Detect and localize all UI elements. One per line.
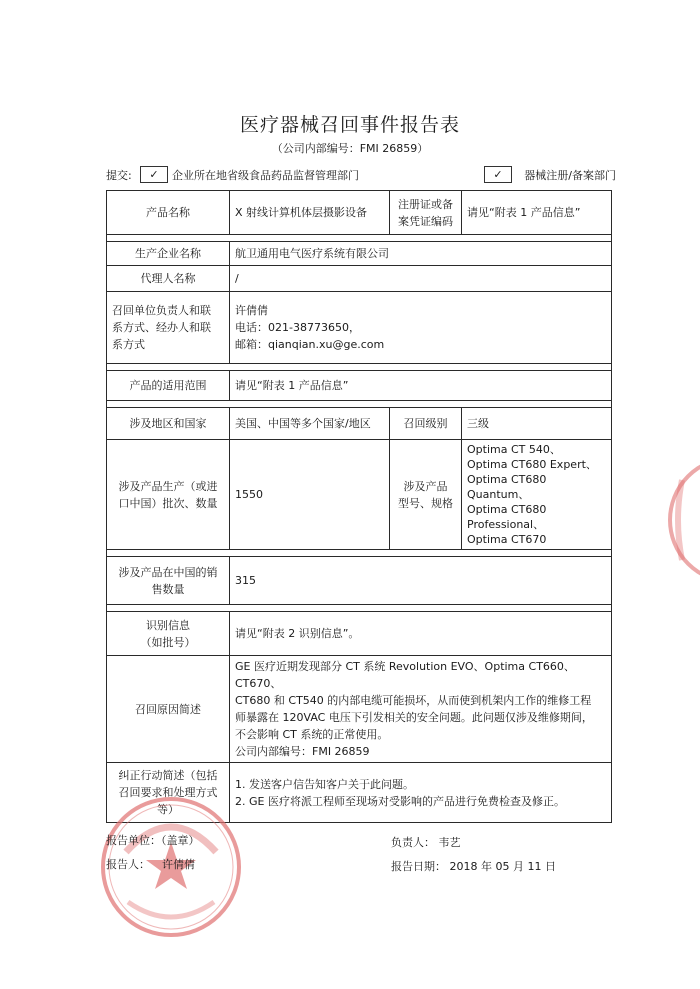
row-scope [107,371,612,401]
recall-reason-value [230,656,612,763]
row-recall-reason [107,656,612,763]
row-contact [107,292,612,364]
checkbox-registration[interactable]: ✓ [484,166,512,183]
document-subtitle: （公司内部编号：FMI 26859） [271,142,429,155]
manufacturer-value: 航卫通用电气医疗系统有限公司 [230,242,612,266]
manufacturer-label: 生产企业名称 [107,242,230,266]
model-item: Optima CT670 [467,533,547,546]
action-item: 1. 发送客户信告知客户关于此问题。 [235,777,414,791]
registration-value: 请见“附表 1 产品信息” [462,191,612,235]
contact-value [230,292,612,364]
checkbox-provincial[interactable]: ✓ [140,166,168,183]
report-date: 报告日期： 2018 年 05 月 11 日 [391,860,556,873]
batch-value: 1550 [230,440,390,550]
model-label: 涉及产品 型号、规格 [390,440,462,550]
submit-row [106,166,616,184]
corrective-action-value [230,763,612,823]
report-unit-label: 报告单位：（盖章） [106,834,200,847]
reason-line: GE 医疗近期发现部分 CT 系统 Revolution EVO、Optima CT660、CT670、 [235,660,575,690]
action-item: 2. GE 医疗将派工程师至现场对受影响的产品进行免费检查及修正。 [235,794,565,808]
row-sales [107,557,612,605]
reporter-label: 报告人： [106,858,150,871]
model-item: Optima CT680 Professional、 [467,503,547,531]
identification-value: 请见“附表 2 识别信息”。 [230,612,612,656]
recall-form-table [106,190,612,823]
row-manufacturer [107,242,612,266]
recall-reason-label: 召回原因简述 [107,656,230,763]
row-agent [107,266,612,292]
submit-label: 提交: [106,169,132,182]
scope-label: 产品的适用范围 [107,371,230,401]
row-identification [107,612,612,656]
submit-target-registration: 器械注册/备案部门 [524,169,616,182]
reason-line: 不会影响 CT 系统的正常使用。 [235,728,389,741]
edge-seal-icon [662,440,700,600]
agent-label: 代理人名称 [107,266,230,292]
region-value: 美国、中国等多个国家/地区 [230,408,390,440]
model-item: Optima CT 540、 [467,443,561,456]
row-region [107,408,612,440]
row-batch [107,440,612,550]
model-item: Optima CT680 Expert、 [467,458,597,471]
recall-level-value: 三级 [462,408,612,440]
contact-name: 许倩倩 [235,304,268,317]
registration-label: 注册证或备 案凭证编码 [390,191,462,235]
model-item: Optima CT680 Quantum、 [467,473,547,501]
identification-label: 识别信息 （如批号） [107,612,230,656]
row-product-name [107,191,612,235]
model-list [462,440,612,550]
sales-label: 涉及产品在中国的销 售数量 [107,557,230,605]
product-name-value: X 射线计算机体层摄影设备 [230,191,390,235]
agent-value: / [230,266,612,292]
contact-email: 邮箱：qianqian.xu@ge.com [235,338,385,351]
region-label: 涉及地区和国家 [107,408,230,440]
reason-line: 公司内部编号：FMI 26859 [235,745,370,758]
reason-line: CT680 和 CT540 的内部电缆可能损坏，从而使到机架内工作的维修工程 [235,694,592,707]
reason-line: 师暴露在 120VAC 电压下引发相关的安全问题。此问题仅涉及维修期间， [235,711,593,724]
submit-target-provincial: 企业所在地省级食品药品监督管理部门 [172,169,359,182]
document-title: 医疗器械召回事件报告表 [239,114,460,136]
contact-label: 召回单位负责人和联 系方式、经办人和联 系方式 [107,292,230,364]
contact-phone: 电话：021-38773650， [235,321,360,334]
batch-label: 涉及产品生产（或进 口中国）批次、数量 [107,440,230,550]
recall-level-label: 召回级别 [390,408,462,440]
reporter-name: 许倩倩 [162,858,195,871]
principal: 负责人： 韦艺 [391,836,461,849]
corrective-action-label: 纠正行动简述（包括 召回要求和处理方式 等） [107,763,230,823]
sales-value: 315 [230,557,612,605]
product-name-label: 产品名称 [107,191,230,235]
scope-value: 请见“附表 1 产品信息” [230,371,612,401]
